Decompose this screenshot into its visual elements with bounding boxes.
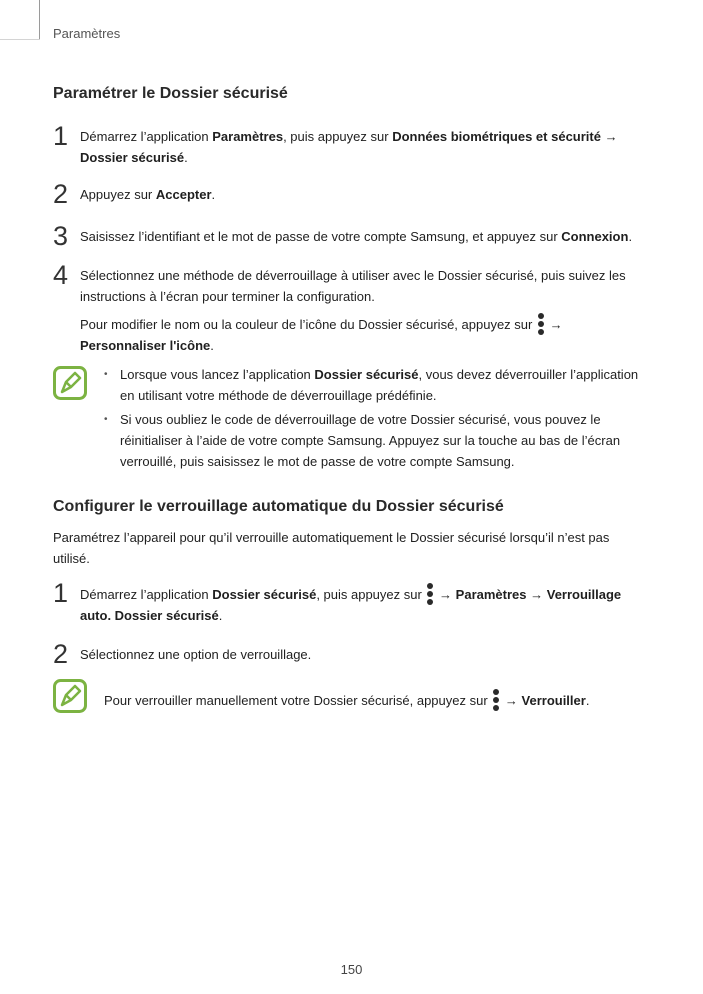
step-text: Sélectionnez une option de verrouillage. — [80, 647, 312, 662]
section-title-secure-folder-setup: Paramétrer le Dossier sécurisé — [53, 85, 288, 102]
step-1 — [53, 578, 653, 626]
tip-customize-icon: Pour modifier le nom ou la couleur de l’icône du Dossier sécurisé, appuyez sur → Personnaliser l'icône. — [80, 313, 650, 356]
crop-mark-vertical — [39, 0, 40, 40]
step-number: 4 — [53, 260, 69, 290]
step-number: 1 — [53, 578, 69, 608]
step-text: Démarrez l’application Paramètres, puis appuyez sur Données biométriques et sécurité → Dossier sécurisé. — [80, 129, 618, 165]
step-number: 2 — [53, 179, 69, 209]
more-options-icon — [538, 313, 544, 335]
step-3 — [53, 221, 653, 251]
step-number: 1 — [53, 121, 69, 151]
step-1 — [53, 121, 653, 168]
step-text: Appuyez sur Accepter. — [80, 187, 216, 202]
note-manual-lock: Pour verrouiller manuellement votre Dossier sécurisé, appuyez sur → Verrouiller. — [104, 689, 654, 711]
crop-mark-horizontal — [0, 39, 40, 40]
note-icon — [53, 679, 87, 713]
step-number: 2 — [53, 639, 69, 669]
note-list — [104, 364, 649, 475]
note-item: • Lorsque vous lancez l’application Dossier sécurisé, vous devez déverrouiller l’application en utilisant votre méthode de déverrouillage prédéfinie. — [104, 364, 649, 406]
section-title-auto-lock: Configurer le verrouillage automatique du Dossier sécurisé — [53, 498, 504, 515]
step-4 — [53, 260, 653, 307]
more-options-icon — [427, 583, 433, 605]
note-icon — [53, 366, 87, 400]
step-text: Saisissez l’identifiant et le mot de passe de votre compte Samsung, et appuyez sur Connexion. — [80, 229, 633, 244]
running-header: Paramètres — [53, 26, 121, 41]
step-number: 3 — [53, 221, 69, 251]
note-item: • Si vous oubliez le code de déverrouillage de votre Dossier sécurisé, vous pouvez le réinitialiser à l’aide de votre compte Samsung. Appuyez sur la touche au bas de l’écran verrouillé, puis saisissez le mot de passe de votre compte Samsung. — [104, 409, 649, 472]
step-text: Sélectionnez une méthode de déverrouillage à utiliser avec le Dossier sécurisé, puis suivez les instructions à l’écran pour terminer la configuration. — [80, 268, 626, 304]
step-2 — [53, 179, 653, 209]
page-number: 150 — [340, 962, 363, 977]
step-2 — [53, 639, 653, 669]
step-text: Démarrez l’application Dossier sécurisé, puis appuyez sur → Paramètres → Verrouillage auto. Dossier sécurisé. — [80, 583, 653, 626]
more-options-icon — [493, 689, 499, 711]
section-intro: Paramétrez l’appareil pour qu’il verrouille automatiquement le Dossier sécurisé lorsqu’il n’est pas utilisé. — [53, 530, 610, 566]
